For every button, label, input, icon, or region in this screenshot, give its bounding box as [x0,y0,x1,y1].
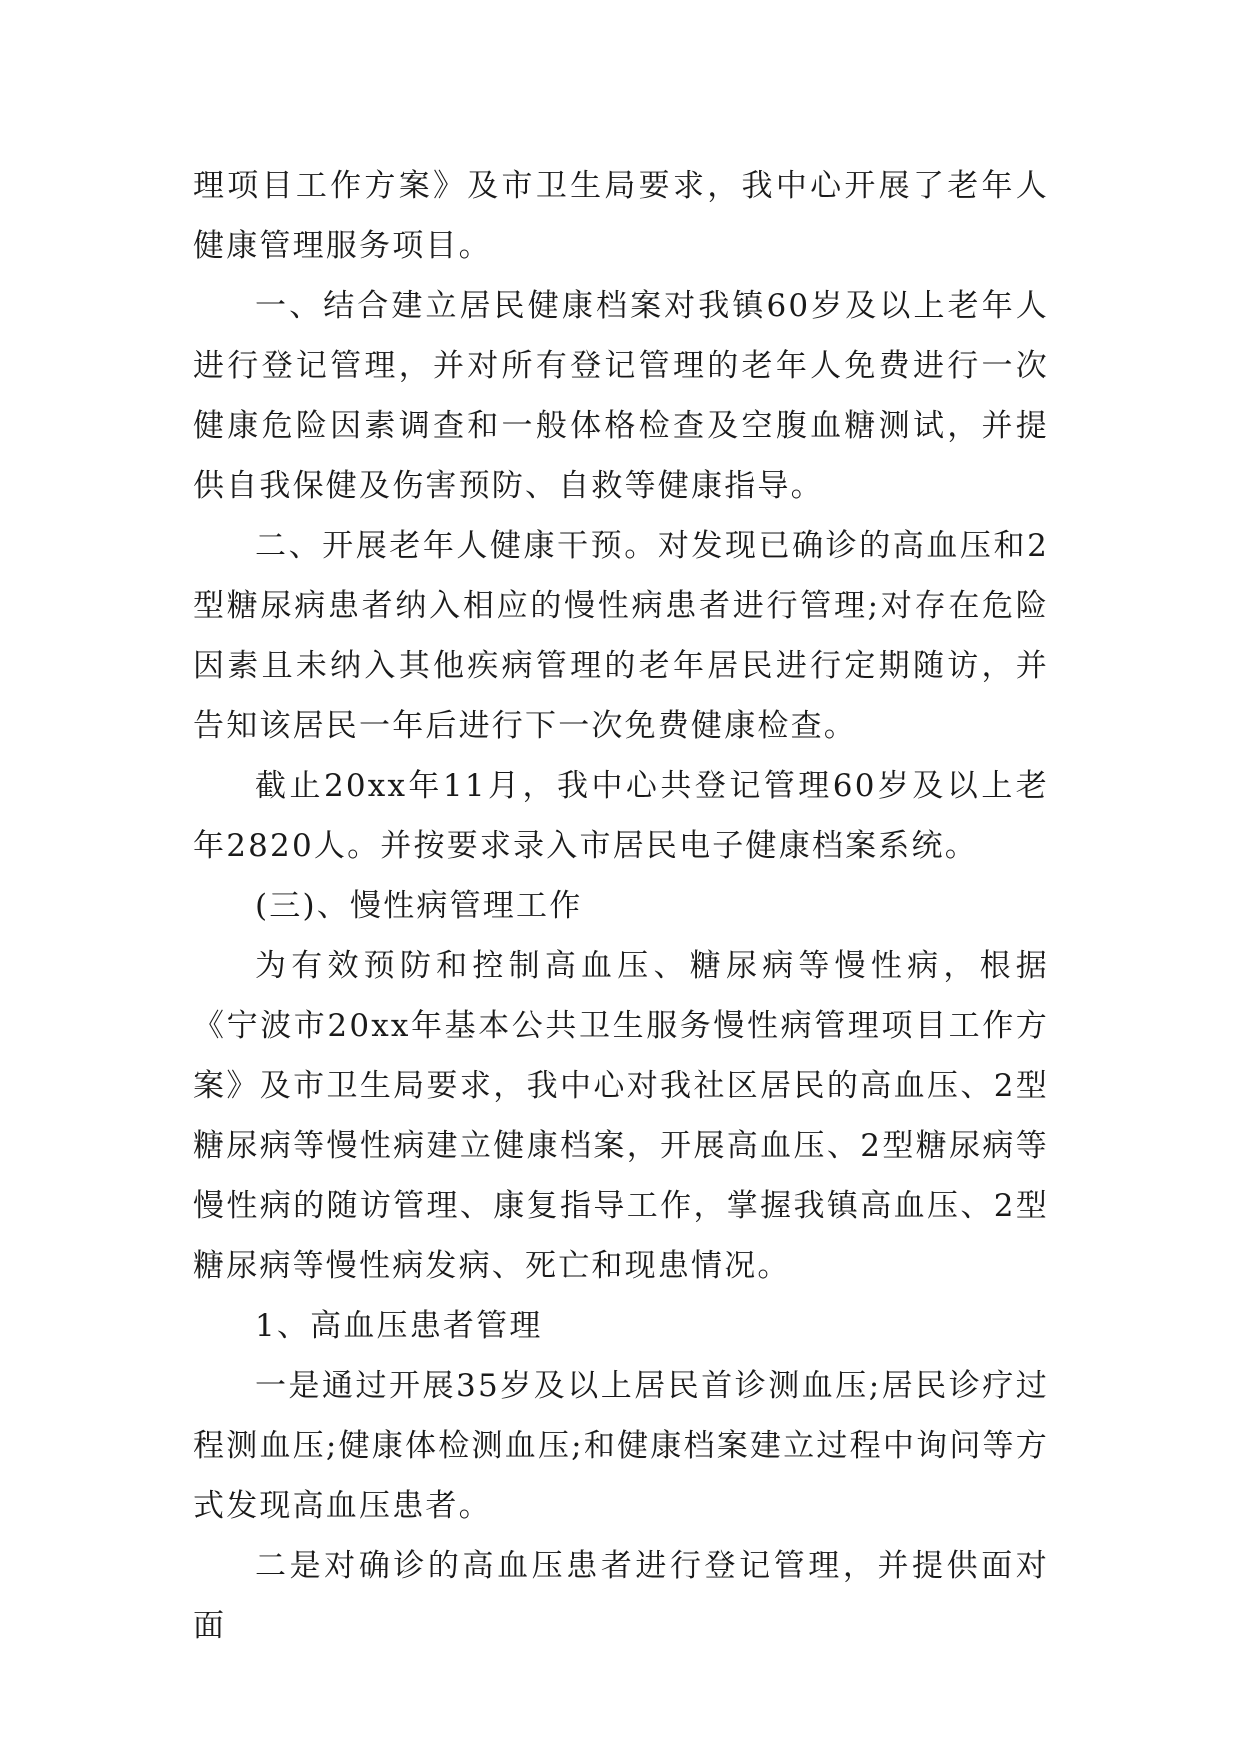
subheading-hypertension: 1、高血压患者管理 [255,1308,543,1344]
paragraph-elderly-intervention: 二、开展老年人健康干预。对发现已确诊的高血压和2型糖尿病患者纳入相应的慢性病患者进行管理;对存在危险因素且未纳入其他疾病管理的老年居民进行定期随访，并告知该居民一年后进行下一次免费健康检查。 [193,528,1049,744]
paragraph-hypertension-registration: 二是对确诊的高血压患者进行登记管理，并提供面对面 [193,1548,1049,1644]
document-body [193,156,1049,1656]
paragraph-registration-stats: 截止20xx年11月，我中心共登记管理60岁及以上老年2820人。并按要求录入市居民电子健康档案系统。 [193,768,1049,864]
paragraph-elderly-registration: 一、结合建立居民健康档案对我镇60岁及以上老年人进行登记管理，并对所有登记管理的老年人免费进行一次健康危险因素调查和一般体格检查及空腹血糖测试，并提供自我保健及伤害预防、自救等健康指导。 [193,288,1049,504]
section-heading-chronic-disease: (三)、慢性病管理工作 [255,888,583,924]
paragraph-hypertension-detection: 一是通过开展35岁及以上居民首诊测血压;居民诊疗过程测血压;健康体检测血压;和健康档案建立过程中询问等方式发现高血压患者。 [193,1368,1049,1524]
paragraph-chronic-disease-intro: 为有效预防和控制高血压、糖尿病等慢性病，根据《宁波市20xx年基本公共卫生服务慢性病管理项目工作方案》及市卫生局要求，我中心对我社区居民的高血压、2型糖尿病等慢性病建立健康档案，开展高血压、2型糖尿病等慢性病的随访管理、康复指导工作，掌握我镇高血压、2型糖尿病等慢性病发病、死亡和现患情况。 [193,948,1049,1284]
paragraph-continuation: 理项目工作方案》及市卫生局要求，我中心开展了老年人健康管理服务项目。 [193,168,1049,264]
